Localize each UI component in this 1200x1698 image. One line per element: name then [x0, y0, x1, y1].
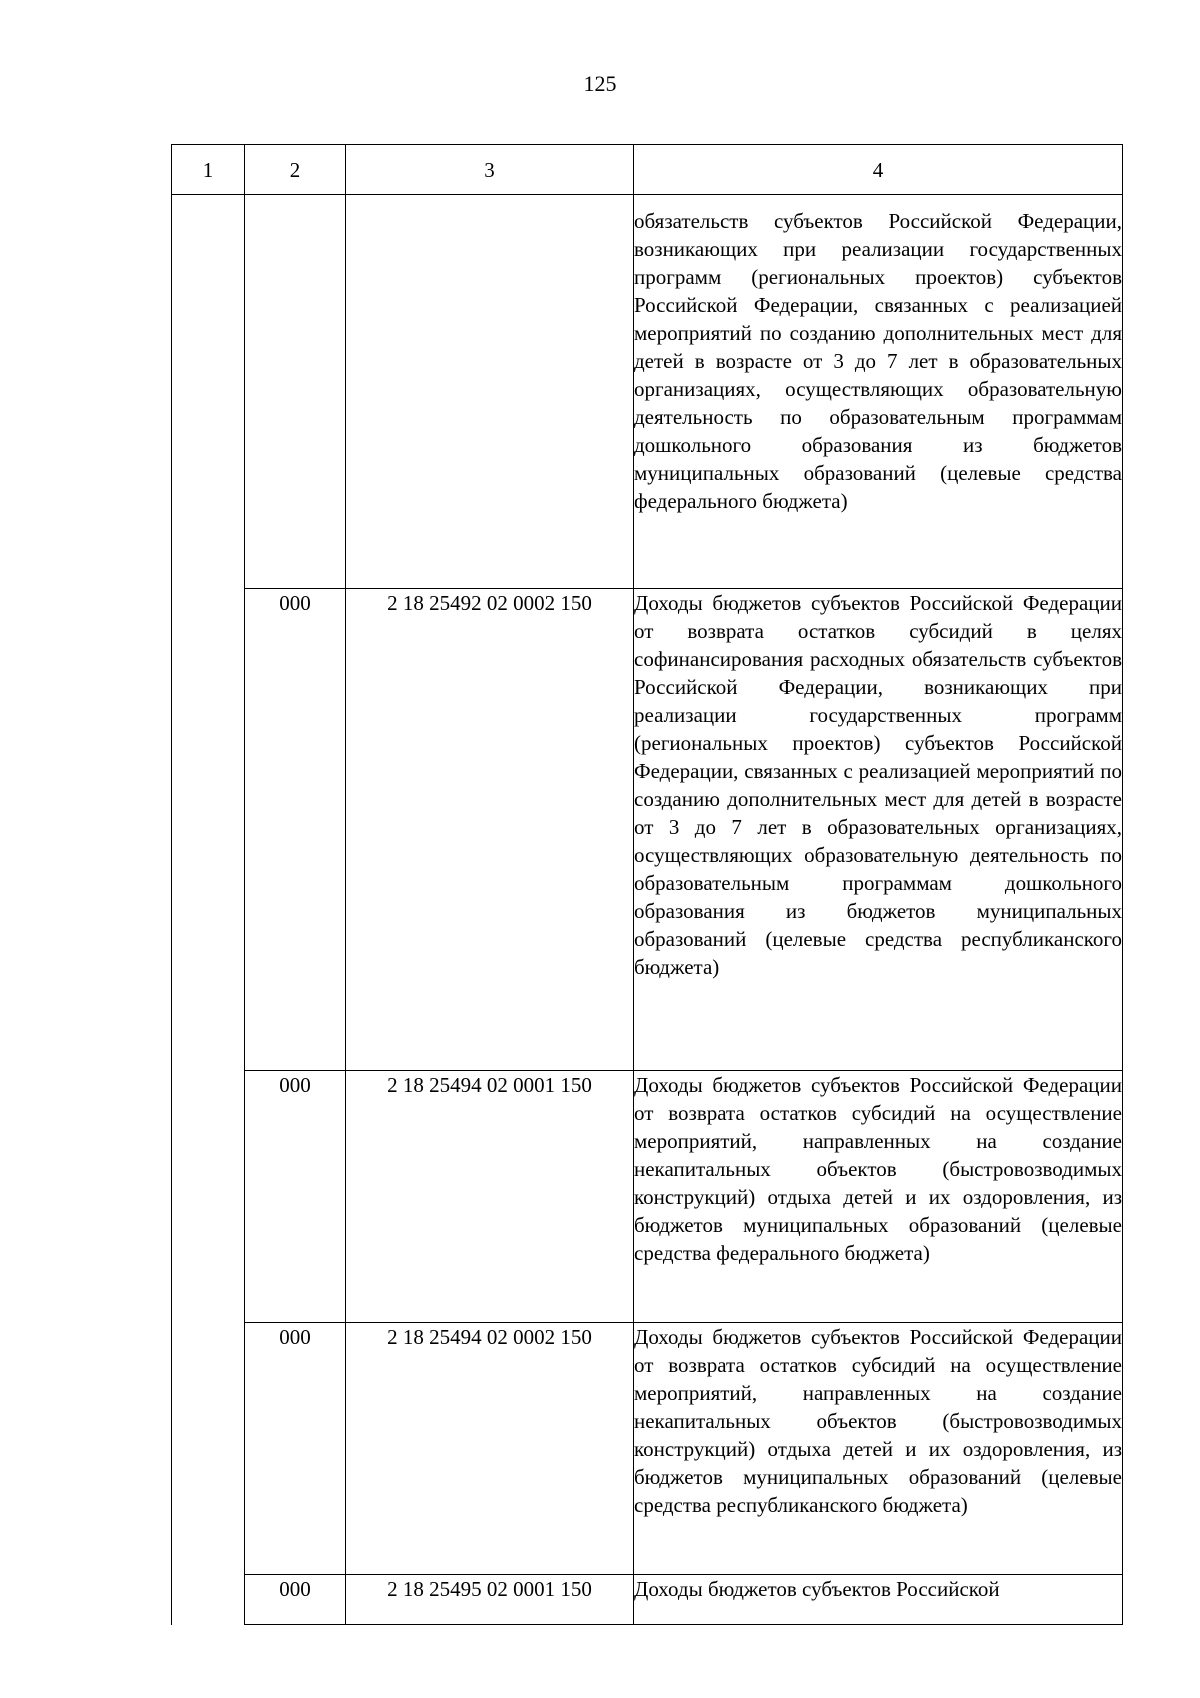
admin-code-cell: 000	[245, 1575, 346, 1625]
description-cell: обязательств субъектов Российской Федерации, возникающих при реализации государственных программ (региональных проектов) субъектов Российской Федерации, связанных с реализацией мероприятий по созданию дополнительных мест для детей в возрасте от 3 до 7 лет в образовательных организациях, осуществляющих образовательную деятельность по образовательным программам дошкольного образования из бюджетов муниципальных образований (целевые средства федерального бюджета)	[634, 195, 1123, 589]
description-cell: Доходы бюджетов субъектов Российской	[634, 1575, 1123, 1625]
description-cell: Доходы бюджетов субъектов Российской Федерации от возврата остатков субсидий на осуществление мероприятий, направленных на создание некапитальных объектов (быстровозводимых конструкций) отдыха детей и их оздоровления, из бюджетов муниципальных образований (целевые средства республиканского бюджета)	[634, 1323, 1123, 1575]
column-header-1: 1	[172, 145, 245, 195]
kbk-code-cell: 2 18 25494 02 0001 150	[346, 1071, 634, 1323]
admin-code-cell: 000	[245, 1071, 346, 1323]
column-header-2: 2	[245, 145, 346, 195]
kbk-code-cell: 2 18 25494 02 0002 150	[346, 1323, 634, 1575]
group-cell	[172, 195, 245, 1625]
admin-code-cell	[245, 195, 346, 589]
description-cell: Доходы бюджетов субъектов Российской Федерации от возврата остатков субсидий на осуществление мероприятий, направленных на создание некапитальных объектов (быстровозводимых конструкций) отдыха детей и их оздоровления, из бюджетов муниципальных образований (целевые средства федерального бюджета)	[634, 1071, 1123, 1323]
description-cell: Доходы бюджетов субъектов Российской Федерации от возврата остатков субсидий в целях софинансирования расходных обязательств субъектов Российской Федерации, возникающих при реализации государственных программ (региональных проектов) субъектов Российской Федерации, связанных с реализацией мероприятий по созданию дополнительных мест для детей в возрасте от 3 до 7 лет в образовательных организациях, осуществляющих образовательную деятельность по образовательным программам дошкольного образования из бюджетов муниципальных образований (целевые средства республиканского бюджета)	[634, 589, 1123, 1071]
table-row	[172, 1575, 1123, 1625]
admin-code-cell: 000	[245, 589, 346, 1071]
admin-code-cell: 000	[245, 1323, 346, 1575]
budget-codes-table	[171, 144, 1123, 1625]
kbk-code-cell: 2 18 25495 02 0001 150	[346, 1575, 634, 1625]
table-row	[172, 195, 1123, 589]
table-row	[172, 589, 1123, 1071]
column-header-4: 4	[634, 145, 1123, 195]
table-row	[172, 1323, 1123, 1575]
column-header-3: 3	[346, 145, 634, 195]
page-number: 125	[583, 71, 617, 96]
kbk-code-cell	[346, 195, 634, 589]
table-row	[172, 1071, 1123, 1323]
kbk-code-cell: 2 18 25492 02 0002 150	[346, 589, 634, 1071]
table-header-row	[172, 145, 1123, 195]
